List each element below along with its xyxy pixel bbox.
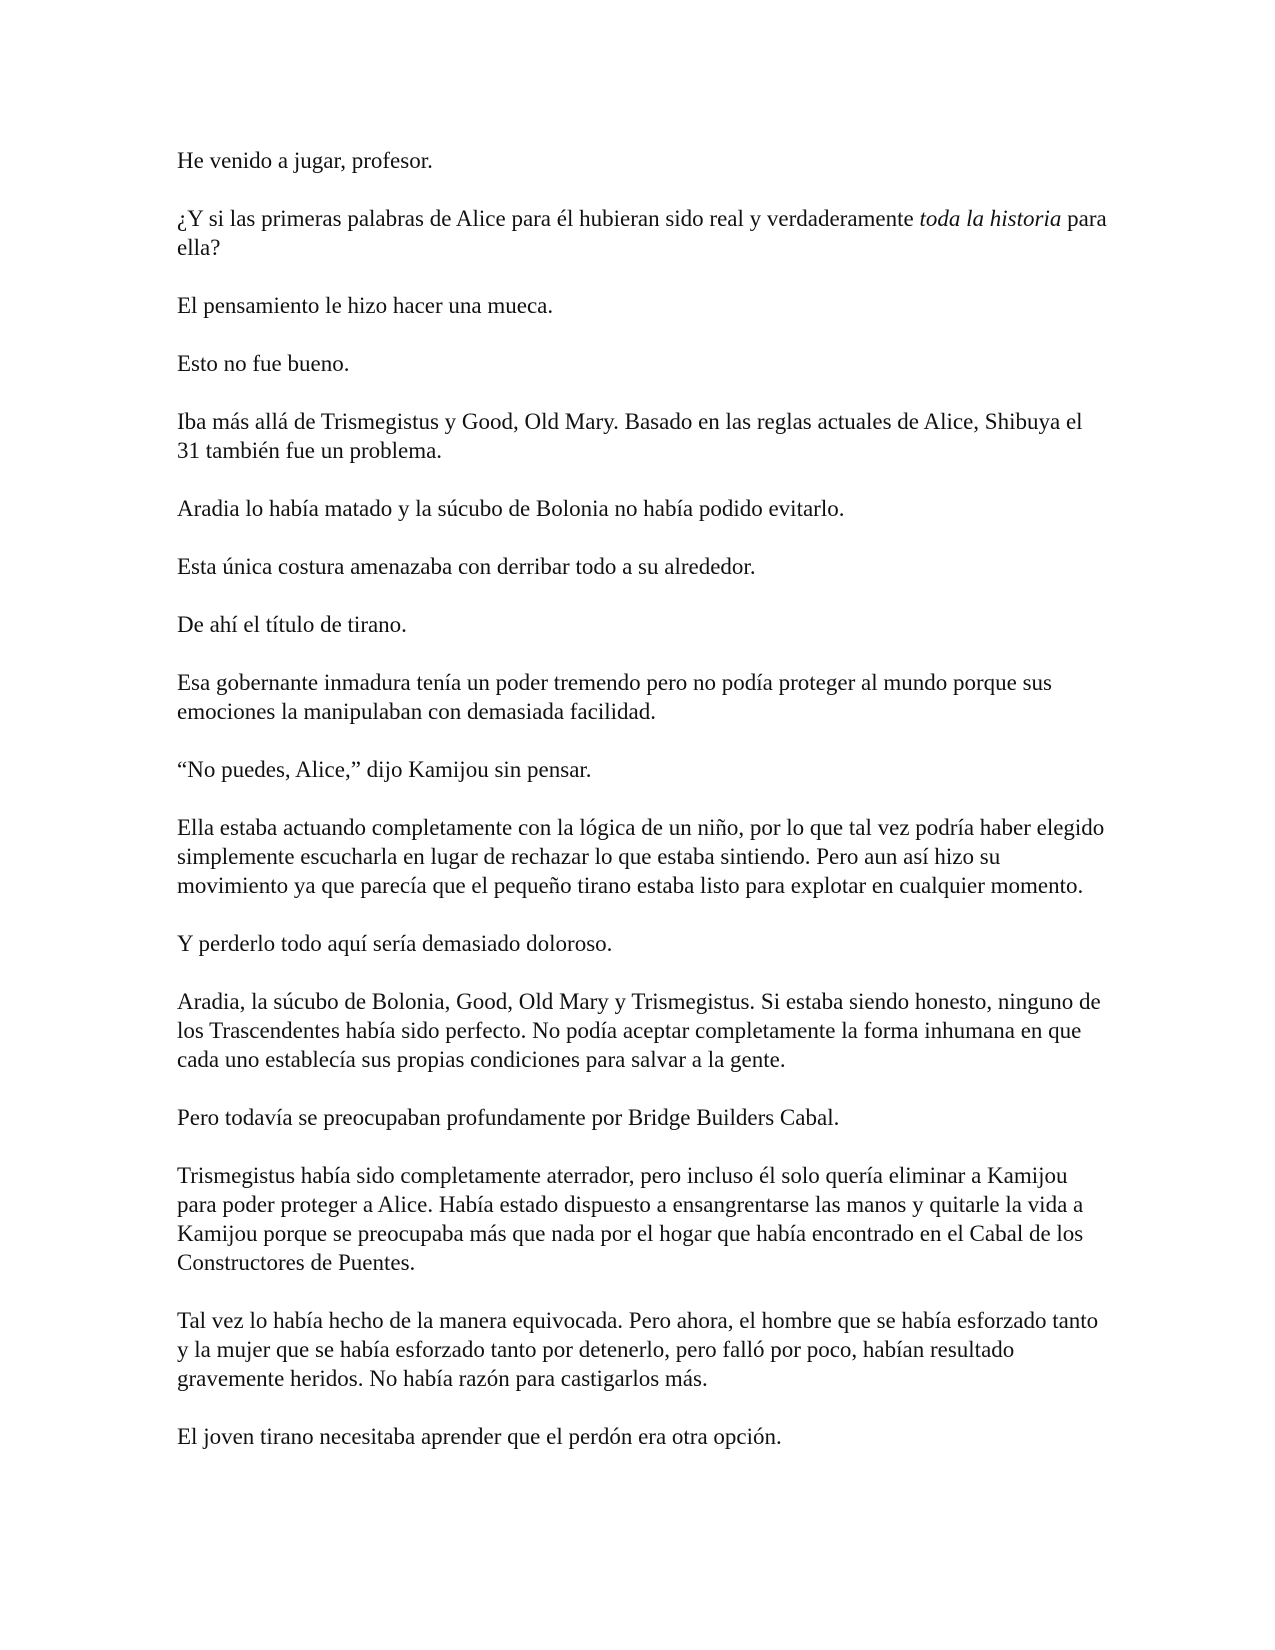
- paragraph: Esto no fue bueno.: [177, 351, 350, 376]
- document-body: [177, 146, 1107, 1480]
- emphasis-text: toda la historia: [919, 206, 1062, 231]
- paragraph: Esta única costura amenazaba con derribar todo a su alrededor.: [177, 554, 756, 579]
- paragraph: Y perderlo todo aquí sería demasiado doloroso.: [177, 931, 613, 956]
- paragraph: Aradia lo había matado y la súcubo de Bolonia no había podido evitarlo.: [177, 496, 845, 521]
- paragraph: Trismegistus había sido completamente aterrador, pero incluso él solo quería eliminar a Kamijou para poder proteger a Alice. Había estado dispuesto a ensangrentarse las manos y quitarle la vida a Kamijou porque se preocupaba más que nada por el hogar que había encontrado en el Cabal de los Constructores de Puentes.: [177, 1163, 1084, 1275]
- paragraph: Aradia, la súcubo de Bolonia, Good, Old Mary y Trismegistus. Si estaba siendo honesto, ninguno de los Trascendentes había sido perfecto. No podía aceptar completamente la forma inhumana en que cada uno establecía sus propias condiciones para salvar a la gente.: [177, 989, 1101, 1072]
- paragraph: Tal vez lo había hecho de la manera equivocada. Pero ahora, el hombre que se había esforzado tanto y la mujer que se había esforzado tanto por detenerlo, pero falló por poco, habían resultado gravemente heridos. No había razón para castigarlos más.: [177, 1308, 1099, 1391]
- paragraph: He venido a jugar, profesor.: [177, 148, 433, 173]
- paragraph: “No puedes, Alice,” dijo Kamijou sin pensar.: [177, 757, 592, 782]
- paragraph-text: ¿Y si las primeras palabras de Alice para él hubieran sido real y verdaderamente: [177, 206, 920, 231]
- paragraph: Esa gobernante inmadura tenía un poder tremendo pero no podía proteger al mundo porque sus emociones la manipulaban con demasiada facilidad.: [177, 670, 1053, 724]
- paragraph: Pero todavía se preocupaban profundamente por Bridge Builders Cabal.: [177, 1105, 840, 1130]
- paragraph-text: para ella?: [177, 206, 1107, 260]
- paragraph: El joven tirano necesitaba aprender que el perdón era otra opción.: [177, 1424, 782, 1449]
- paragraph: Ella estaba actuando completamente con la lógica de un niño, por lo que tal vez podría haber elegido simplemente escucharla en lugar de rechazar lo que estaba sintiendo. Pero aun así hizo su movimiento ya que parecía que el pequeño tirano estaba listo para explotar en cualquier momento.: [177, 815, 1105, 898]
- paragraph: Iba más allá de Trismegistus y Good, Old Mary. Basado en las reglas actuales de Alice, Shibuya el 31 también fue un problema.: [177, 409, 1083, 463]
- paragraph: De ahí el título de tirano.: [177, 612, 407, 637]
- paragraph: El pensamiento le hizo hacer una mueca.: [177, 293, 554, 318]
- paragraph: [177, 204, 1107, 262]
